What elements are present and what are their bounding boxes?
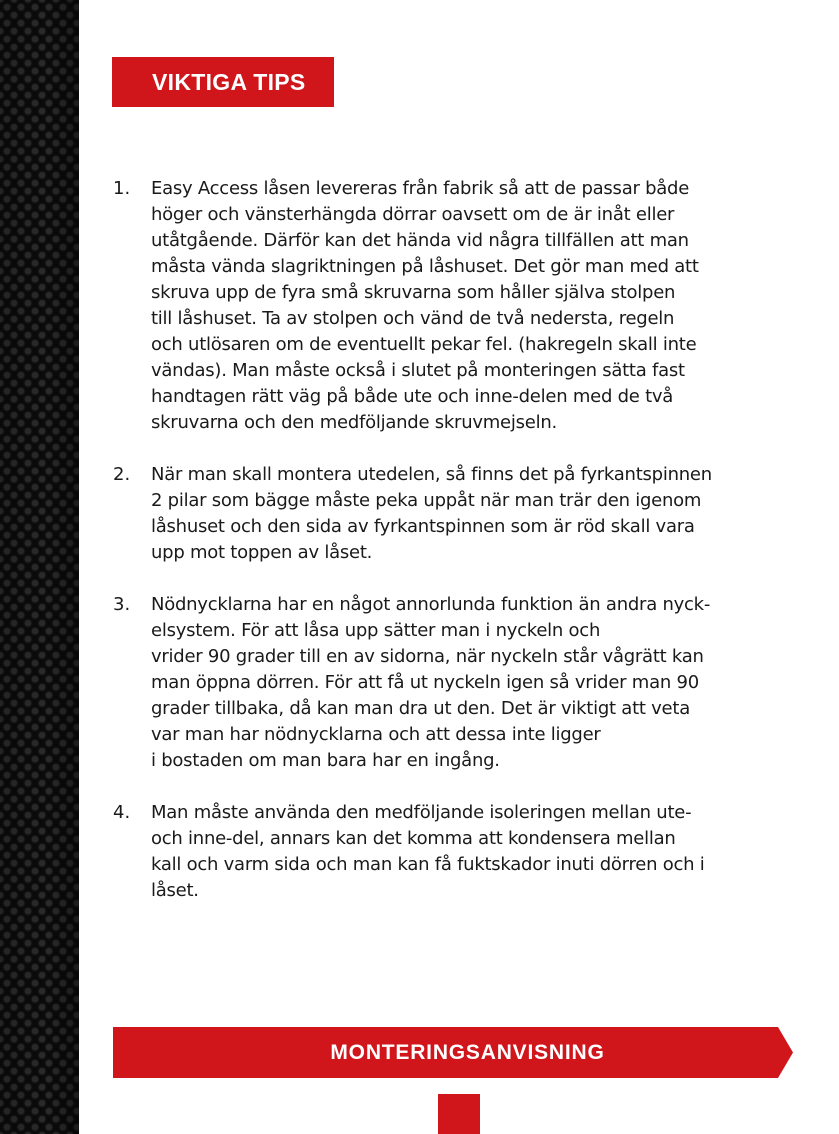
tip-number: 4. xyxy=(113,802,131,823)
tip-text xyxy=(151,800,753,904)
footer-title: MONTERINGSANVISNING xyxy=(330,1041,605,1064)
tip-text xyxy=(151,592,753,774)
tip-text-line: grader tillbaka, då kan man dra ut den. Det är viktigt att veta xyxy=(151,698,690,719)
tip-number: 2. xyxy=(113,464,131,485)
tip-text-line: elsystem. För att låsa upp sätter man i nyckeln och xyxy=(151,620,601,641)
tip-text-line: kall och varm sida och man kan få fuktskador inuti dörren och i xyxy=(151,854,705,875)
tip-text xyxy=(151,462,753,566)
tip-text-line: till låshuset. Ta av stolpen och vänd de två nedersta, regeln xyxy=(151,308,675,329)
tip-text-line: måsta vända slagriktningen på låshuset. Det gör man med att xyxy=(151,256,699,277)
tip-number: 3. xyxy=(113,594,131,615)
tip-text-line: låshuset och den sida av fyrkantspinnen som är röd skall vara xyxy=(151,516,695,537)
tip-text-line: Nödnycklarna har en något annorlunda funktion än andra nyck- xyxy=(151,594,711,615)
tip-text-line: utåtgående. Därför kan det hända vid några tillfällen att man xyxy=(151,230,689,251)
tip-text-line: och utlösaren om de eventuellt pekar fel. (hakregeln skall inte xyxy=(151,334,697,355)
tip-text-line: 2 pilar som bägge måste peka uppåt när man trär den igenom xyxy=(151,490,702,511)
tip-text-line: vrider 90 grader till en av sidorna, när nyckeln står vågrätt kan xyxy=(151,646,704,667)
tip-text-line: upp mot toppen av låset. xyxy=(151,542,373,563)
section-title-banner: VIKTIGA TIPS xyxy=(112,57,334,107)
tip-text-line: Man måste använda den medföljande isoleringen mellan ute- xyxy=(151,802,692,823)
tip-text-line: skruva upp de fyra små skruvarna som håller själva stolpen xyxy=(151,282,676,303)
footer-banner xyxy=(113,1027,793,1078)
decorative-side-strip xyxy=(0,0,79,1134)
tip-text-line: När man skall montera utedelen, så finns det på fyrkantspinnen xyxy=(151,464,712,485)
tip-number: 1. xyxy=(113,178,131,199)
tip-text-line: låset. xyxy=(151,880,199,901)
tips-list xyxy=(113,176,753,930)
tip-text-line: skruvarna och den medföljande skruvmejseln. xyxy=(151,412,557,433)
tip-item xyxy=(113,592,753,774)
tip-item xyxy=(113,176,753,436)
tip-text-line: och inne-del, annars kan det komma att kondensera mellan xyxy=(151,828,676,849)
tip-text-line: i bostaden om man bara har en ingång. xyxy=(151,750,500,771)
tip-text-line: vändas). Man måste också i slutet på monteringen sätta fast xyxy=(151,360,685,381)
tip-text xyxy=(151,176,753,436)
page-marker xyxy=(438,1094,480,1134)
tip-item xyxy=(113,800,753,904)
tip-text-line: var man har nödnycklarna och att dessa inte ligger xyxy=(151,724,601,745)
tip-text-line: handtagen rätt väg på både ute och inne-delen med de två xyxy=(151,386,674,407)
tip-item xyxy=(113,462,753,566)
tip-text-line: man öppna dörren. För att få ut nyckeln igen så vrider man 90 xyxy=(151,672,699,693)
tip-text-line: Easy Access låsen levereras från fabrik så att de passar både xyxy=(151,178,690,199)
tip-text-line: höger och vänsterhängda dörrar oavsett om de är inåt eller xyxy=(151,204,675,225)
